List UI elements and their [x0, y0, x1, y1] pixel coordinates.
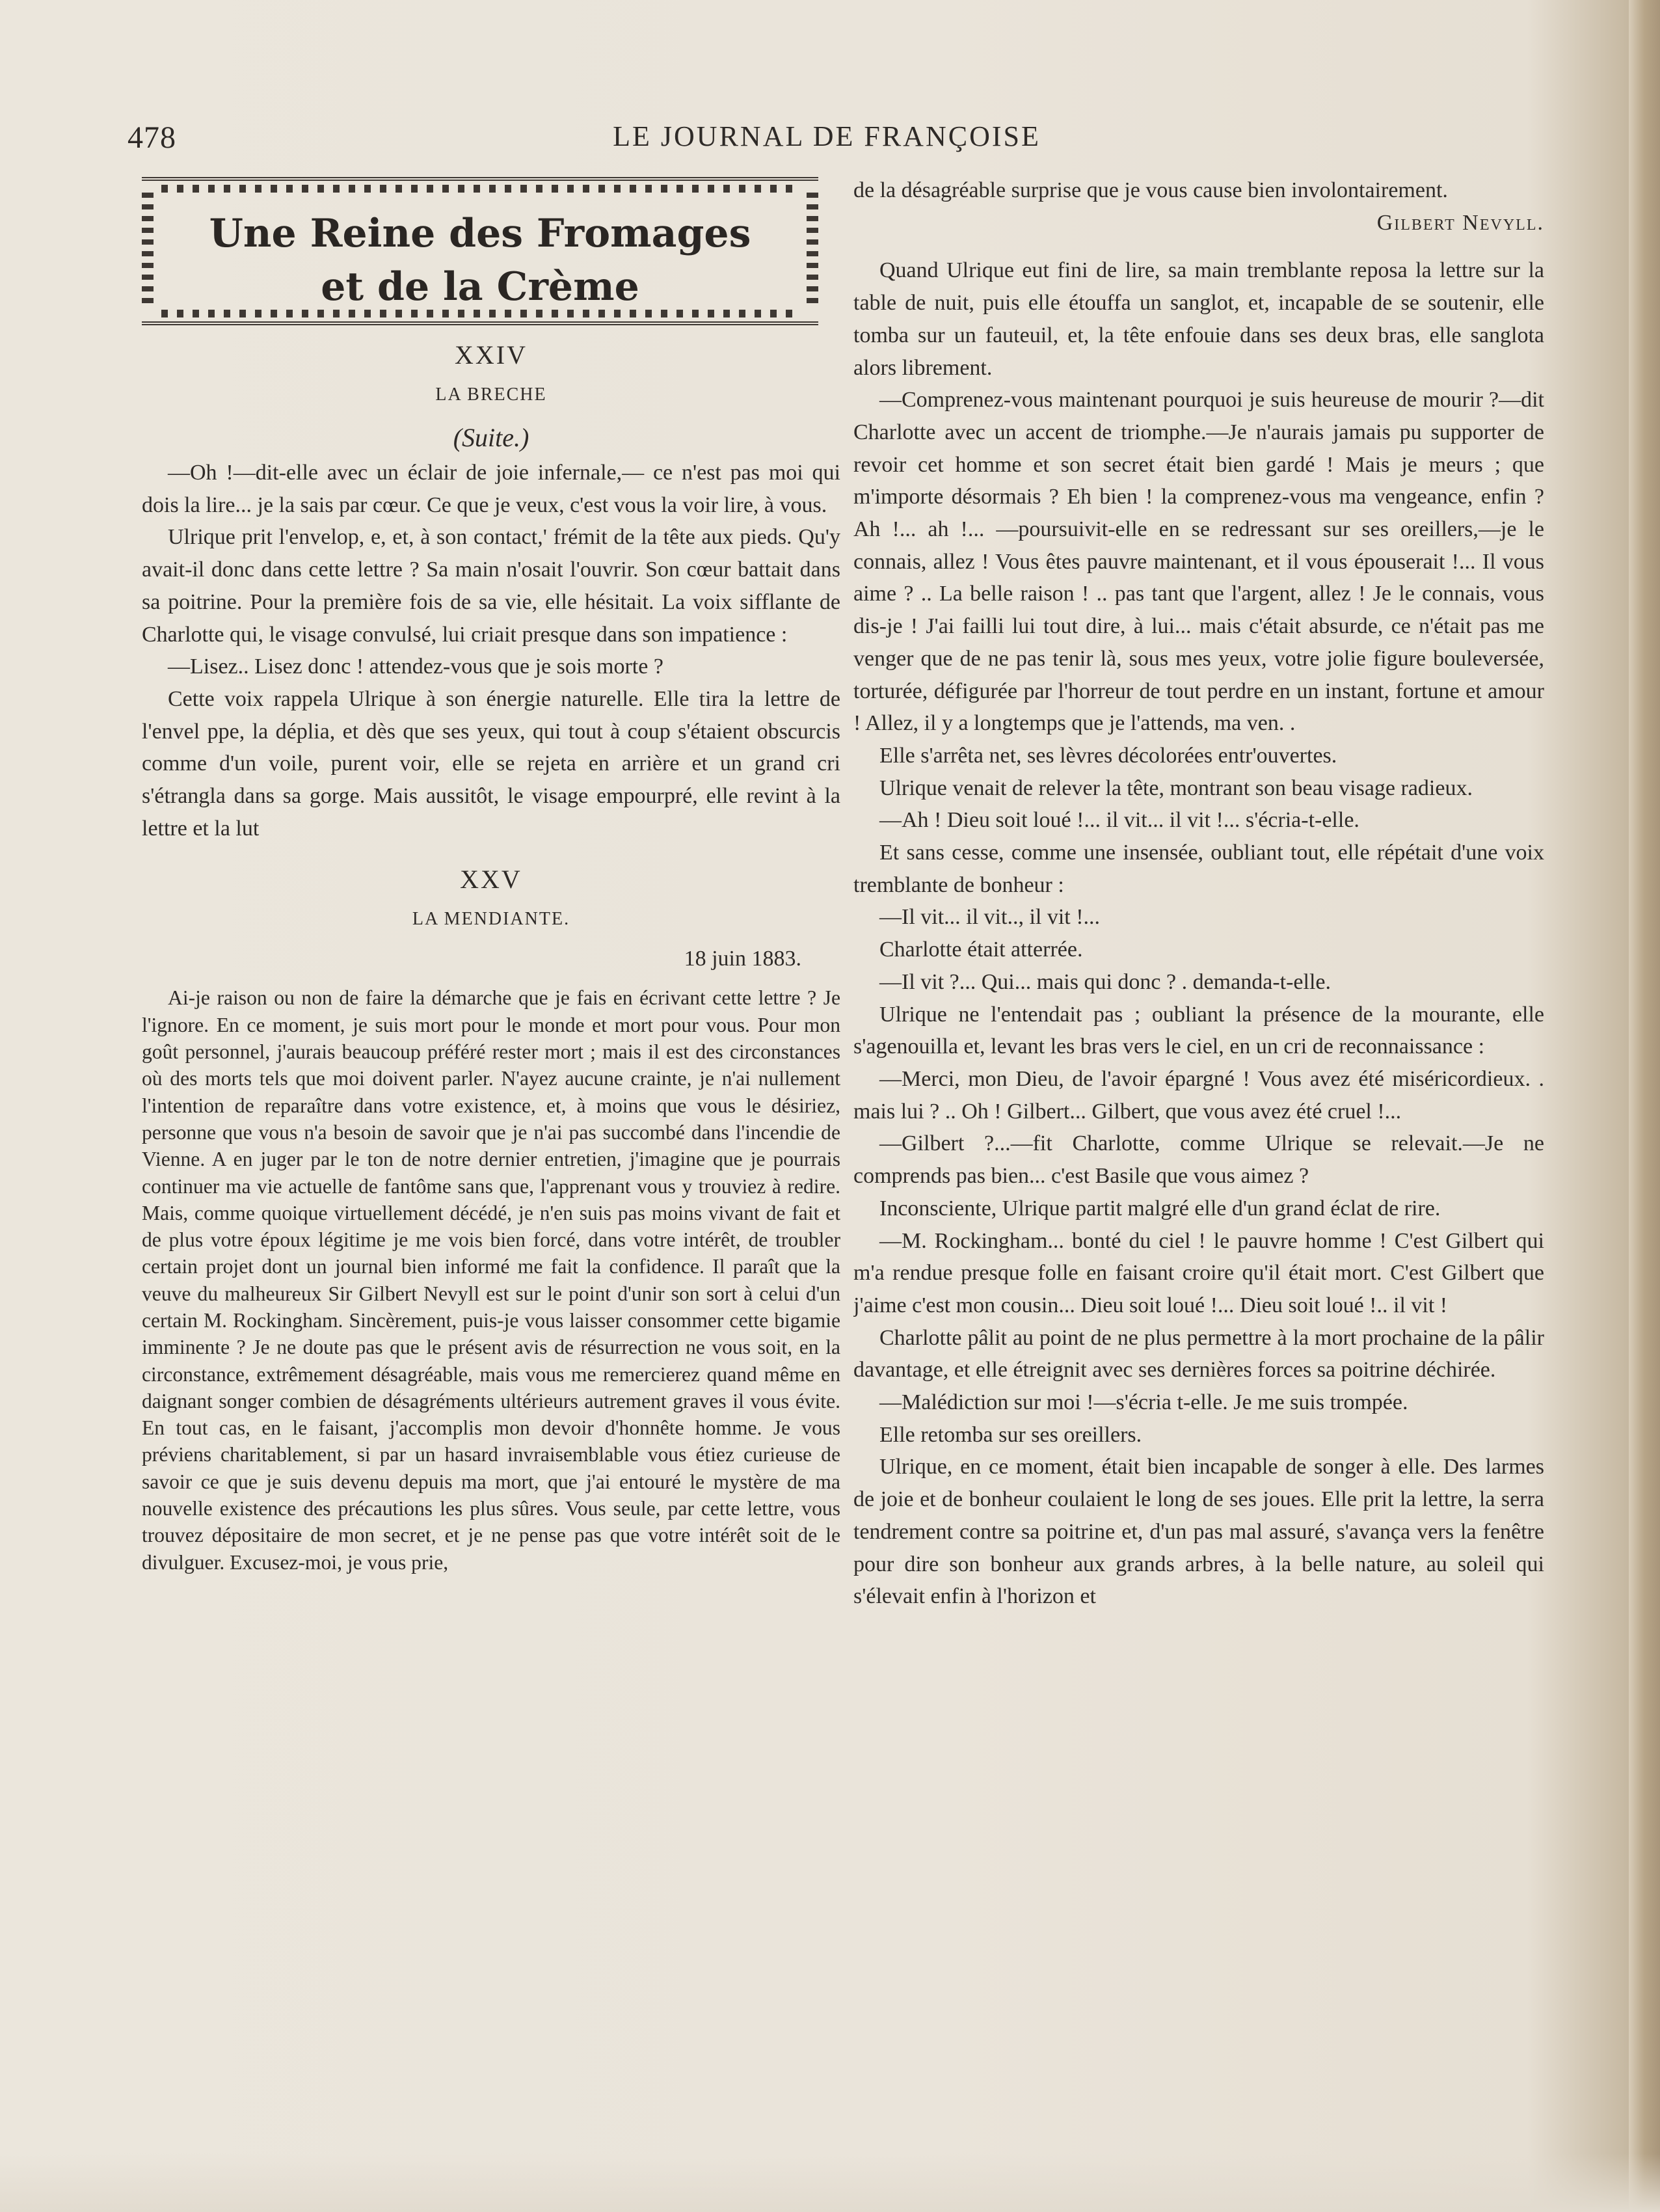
letter-paragraph: Ai-je raison ou non de faire la démarche que je fais en écrivant cette lettre ? Je l'ignore. En ce moment, je suis mort pour le monde et mort pour vous. Pour mon goût personnel, j'aurais beaucoup préféré rester mort ; mais il est des circonstances où des morts tels que moi doivent parler. N'ayez aucune crainte, je n'ai nullement l'intention de reparaître dans votre existence, et, à moins que vous le désiriez, personne que vous n'a besoin de savoir que je n'ai pas succombé dans l'incendie de Vienne. A en juger par le ton de notre dernier entretien, j'imagine que je pourrais continuer ma vie actuelle de fantôme sans que, l'apprenant vous y trouviez à redire. Mais, comme quoique virtuellement décédé, je n'en suis pas moins vivant de fait et de plus votre époux légitime je me vois bien forcé, dans votre intérêt, de troubler certain projet dont un journal bien informé me fait la confidence. Il paraît que la veuve du malheureux Sir Gilbert Nevyll est sur le point d'unir son sort à celui d'un certain M. Rockingham. Sincèrement, puis-je vous laisser consommer cette bigamie imminente ? Je ne doute pas que le présent avis de résurrection ne vous soit, en la circonstance, extrêmement désagréable, mais vous me remercierez quand même en daignant songer combien de désagréments ultérieurs autrement graves il vous évite. En tout cas, en le faisant, j'accomplis mon devoir d'honnête homme. Je vous préviens charitablement, si par un hasard invraisemblable vous étiez curieuse de savoir ce que je suis devenu depuis ma mort, que j'ai entouré le mystère de ma nouvelle existence des précautions les plus sûres. Vous seule, par cette lettre, vous trouvez dépositaire de mon secret, et je ne pense pas que votre intérêt soit de le divulguer. Excusez-moi, je vous prie, — [142, 986, 840, 1574]
paragraph: Ulrique ne l'entendait pas ; oubliant la présence de la mourante, elle s'agenouilla et, levant les bras vers le ciel, en un cri de reconnaissance : — [853, 1002, 1544, 1059]
chapter-number: XXV — [460, 865, 522, 895]
paragraph: Ulrique prit l'envelop, e, et, à son contact,' frémit de la tête aux pieds. Qu'y avait-il donc dans cette lettre ? Sa main n'osait l'ouvrir. Son cœur battait dans sa poitrine. Pour la première fois de sa vie, elle hésitait. La voix sifflante de Charlotte qui, le visage convulsé, lui criait presque dans son impatience : — [142, 525, 840, 647]
paragraph: —M. Rockingham... bonté du ciel ! le pauvre homme ! C'est Gilbert qui m'a rendue presque folle en faisant croire qu'il était mort. C'est Gilbert que j'aime c'est mon cousin... Dieu soit loué !... Dieu soit loué !.. il vit ! — [853, 1228, 1544, 1317]
paragraph: —Il vit ?... Qui... mais qui donc ? . demanda-t-elle. — [879, 969, 1331, 994]
chapter-body — [142, 457, 840, 844]
page-number: 478 — [127, 120, 176, 155]
paragraph: —Lisez.. Lisez donc ! attendez-vous que je sois morte ? — [168, 654, 663, 679]
story-title-box — [142, 177, 818, 325]
letter-end-text: de la désagréable surprise que je vous cause bien involontairement. — [853, 178, 1448, 202]
page-header — [127, 120, 1526, 159]
paragraph: —Comprenez-vous maintenant pourquoi je suis heureuse de mourir ?—dit Charlotte avec un accent de triomphe.—Je n'aurais jamais pu supporter de revoir cet homme et son secret était bien gardé ! Mais je meurs ; que m'importe désormais ? Eh bien ! la comprenez-vous ma vengeance, enfin ? Ah !... ah !... —poursuivit-elle en se redressant sur ses oreillers,—je le connais, allez ! Vous êtes pauvre maintenant, et il vous épouserait !... Il vous aime ? .. La belle raison ! .. pas tant que l'argent, allez ! Je le connais, vous dis-je ! J'ai failli lui tout dire, à lui... mais c'était absurde, ce n'était pas me venger que de ne pas tenir là, sous mes yeux, votre jolie figure bouleversée, torturée, défigurée par l'horreur de tout perdre en un instant, fortune et amour ! Allez, il y a longtemps que je l'attends, ma ven. . — [853, 388, 1544, 736]
paragraph: Ulrique venait de relever la tête, montrant son beau visage radieux. — [879, 776, 1473, 800]
paragraph: Inconsciente, Ulrique partit malgré elle d'un grand éclat de rire. — [879, 1196, 1441, 1221]
letter-body — [142, 984, 840, 1576]
story-title — [142, 207, 818, 314]
right-column — [853, 174, 1544, 2100]
left-column — [142, 177, 840, 2103]
story-body — [853, 254, 1544, 1613]
paragraph: Cette voix rappela Ulrique à son énergie naturelle. Elle tira la lettre de l'envel ppe, la déplia, et dès que ses yeux, qui tout à coup s'étaient obscurcis comme d'un voile, purent voir, elle se rejeta en arrière et un grand cri s'étrangla dans sa gorge. Mais aussitôt, le visage empourpré, elle revint à la lettre et la lut — [142, 686, 840, 841]
paragraph: —Ah ! Dieu soit loué !... il vit... il vit !... s'écria-t-elle. — [879, 808, 1359, 833]
paragraph: —Malédiction sur moi !—s'écria t-elle. Je me suis trompée. — [879, 1390, 1408, 1415]
chapter-number: XXIV — [455, 340, 528, 370]
chapter-title: LA BRECHE — [435, 384, 547, 405]
paragraph: —Il vit... il vit.., il vit !... — [879, 905, 1101, 930]
page-edge-bottom — [0, 2153, 1660, 2212]
paragraph: Elle s'arrêta net, ses lèvres décolorées entr'ouvertes. — [879, 743, 1337, 768]
paragraph: Quand Ulrique eut fini de lire, sa main tremblante reposa la lettre sur la table de nuit, puis elle étouffa un sanglot, et, incapable de se soutenir, elle tomba sur un fauteuil, et, la tête enfouie dans ses deux bras, elle sanglota alors librement. — [853, 258, 1544, 380]
paragraph: Charlotte était atterrée. — [879, 937, 1083, 962]
title-border-ornament-top — [161, 185, 799, 193]
journal-title: LE JOURNAL DE FRANÇOISE — [613, 120, 1041, 152]
paragraph: —Gilbert ?...—fit Charlotte, comme Ulrique se relevait.—Je ne comprends pas bien... c'est Basile que vous aimez ? — [853, 1131, 1544, 1189]
paragraph: Charlotte pâlit au point de ne plus permettre à la mort prochaine de la pâlir davantage, et elle étreignit avec ses dernières forces sa poitrine déchirée. — [853, 1325, 1544, 1382]
paragraph: Et sans cesse, comme une insensée, oubliant tout, elle répétait d'une voix tremblante de bonheur : — [853, 841, 1544, 897]
paragraph: —Oh !—dit-elle avec un éclair de joie infernale,— ce n'est pas moi qui dois la lire... je la sais par cœur. Ce que je veux, c'est vous la voir lire, à vous. — [142, 461, 840, 517]
letter-signature: Gilbert Nevyll. — [1376, 210, 1544, 235]
paragraph: Elle retomba sur ses oreillers. — [879, 1422, 1142, 1447]
letter-date: 18 juin 1883. — [684, 947, 801, 971]
paragraph: —Merci, mon Dieu, de l'avoir épargné ! Vous avez été miséricordieux. . mais lui ? .. Oh ! Gilbert... Gilbert, que vous avez été cruel !... — [853, 1066, 1544, 1124]
story-title-line2: et de la Crème — [321, 264, 639, 310]
letter-closing — [853, 174, 1544, 239]
chapter-subtitle: (Suite.) — [453, 423, 529, 452]
page-edge-right — [1629, 0, 1660, 2212]
story-title-line1: Une Reine des Fromages — [209, 211, 751, 256]
chapter-title: LA MENDIANTE. — [412, 909, 570, 930]
paragraph: Ulrique, en ce moment, était bien incapable de songer à elle. Des larmes de joie et de bonheur coulaient le long de ses joues. Elle prit la lettre, la serra tendrement contre sa poitrine et, d'un pas mal assuré, s'avança vers la fenêtre pour dire son bonheur aux grands arbres, à la belle nature, au soleil qui s'élevait enfin à l'horizon et — [853, 1455, 1544, 1609]
